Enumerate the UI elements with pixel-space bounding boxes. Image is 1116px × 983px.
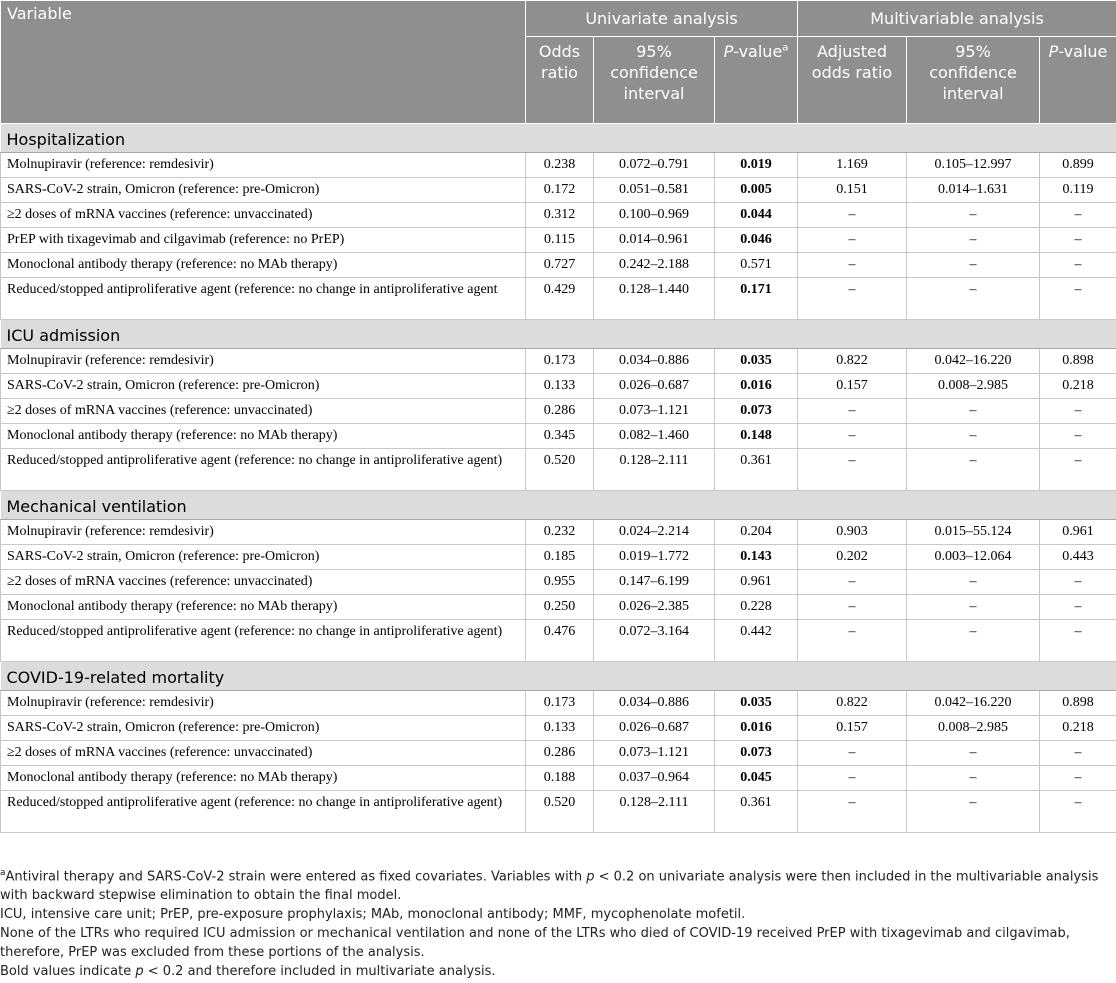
odds-ratio-cell: 0.520 bbox=[526, 449, 594, 491]
adjusted-odds-ratio-cell: – bbox=[798, 791, 907, 833]
ci-cell: 0.014–0.961 bbox=[594, 228, 715, 253]
adjusted-ci-cell: – bbox=[907, 253, 1040, 278]
adjusted-odds-ratio-cell: 0.202 bbox=[798, 545, 907, 570]
odds-ratio-cell: 0.429 bbox=[526, 278, 594, 320]
adjusted-odds-ratio-cell: – bbox=[798, 228, 907, 253]
adjusted-odds-ratio-cell: 0.903 bbox=[798, 520, 907, 545]
section-row bbox=[1, 320, 1116, 349]
section-title: Hospitalization bbox=[1, 124, 1116, 153]
table-row bbox=[1, 595, 1116, 620]
variable-cell: Reduced/stopped antiproliferative agent (reference: no change in antiproliferative agent bbox=[1, 278, 526, 320]
adjusted-ci-cell: – bbox=[907, 741, 1040, 766]
p-value-cell: 0.361 bbox=[715, 449, 798, 491]
adjusted-p-value-cell: – bbox=[1040, 278, 1116, 320]
odds-ratio-cell: 0.250 bbox=[526, 595, 594, 620]
variable-cell: SARS-CoV-2 strain, Omicron (reference: pre-Omicron) bbox=[1, 716, 526, 741]
adjusted-odds-ratio-cell: – bbox=[798, 424, 907, 449]
univariate-group-header: Univariate analysis bbox=[526, 1, 798, 37]
table-footnotes bbox=[0, 864, 1114, 981]
odds-ratio-cell: 0.286 bbox=[526, 741, 594, 766]
variable-cell: ≥2 doses of mRNA vaccines (reference: unvaccinated) bbox=[1, 741, 526, 766]
adjusted-p-value-cell: 0.218 bbox=[1040, 716, 1116, 741]
p-value-cell: 0.204 bbox=[715, 520, 798, 545]
adjusted-ci-cell: – bbox=[907, 399, 1040, 424]
ci-cell: 0.034–0.886 bbox=[594, 349, 715, 374]
adjusted-p-value-cell: – bbox=[1040, 449, 1116, 491]
adjusted-ci-cell: 0.015–55.124 bbox=[907, 520, 1040, 545]
table-body bbox=[1, 124, 1116, 833]
variable-cell: Molnupiravir (reference: remdesivir) bbox=[1, 349, 526, 374]
ci-cell: 0.073–1.121 bbox=[594, 741, 715, 766]
adjusted-ci-cell: – bbox=[907, 620, 1040, 662]
adjusted-odds-ratio-cell: – bbox=[798, 766, 907, 791]
adjusted-ci-cell: – bbox=[907, 449, 1040, 491]
adjusted-ci-cell: 0.008–2.985 bbox=[907, 374, 1040, 399]
adjusted-odds-ratio-cell: – bbox=[798, 741, 907, 766]
odds-ratio-cell: 0.173 bbox=[526, 349, 594, 374]
odds-ratio-cell: 0.185 bbox=[526, 545, 594, 570]
section-title: COVID-19-related mortality bbox=[1, 662, 1116, 691]
p-value-cell: 0.046 bbox=[715, 228, 798, 253]
p-value-cell: 0.143 bbox=[715, 545, 798, 570]
table-row bbox=[1, 153, 1116, 178]
adjusted-ci-cell: – bbox=[907, 595, 1040, 620]
ci-cell: 0.242–2.188 bbox=[594, 253, 715, 278]
table-row bbox=[1, 253, 1116, 278]
variable-cell: Monoclonal antibody therapy (reference: no MAb therapy) bbox=[1, 424, 526, 449]
adjusted-p-value-cell: – bbox=[1040, 766, 1116, 791]
adjusted-p-value-cell: 0.443 bbox=[1040, 545, 1116, 570]
p-value-cell: 0.171 bbox=[715, 278, 798, 320]
variable-cell: Reduced/stopped antiproliferative agent (reference: no change in antiproliferative agent) bbox=[1, 620, 526, 662]
adjusted-p-value-cell: – bbox=[1040, 253, 1116, 278]
footnote-bold: Bold values indicate p < 0.2 and therefore included in multivariate analysis. bbox=[0, 964, 496, 980]
adjusted-ci-cell: – bbox=[907, 424, 1040, 449]
table-row bbox=[1, 349, 1116, 374]
p-value-cell: 0.148 bbox=[715, 424, 798, 449]
adjusted-ci-cell: – bbox=[907, 791, 1040, 833]
ci-cell: 0.024–2.214 bbox=[594, 520, 715, 545]
adjusted-ci-cell: 0.003–12.064 bbox=[907, 545, 1040, 570]
variable-cell: SARS-CoV-2 strain, Omicron (reference: pre-Omicron) bbox=[1, 545, 526, 570]
p-value-cell: 0.035 bbox=[715, 691, 798, 716]
ci-cell: 0.026–2.385 bbox=[594, 595, 715, 620]
variable-cell: ≥2 doses of mRNA vaccines (reference: unvaccinated) bbox=[1, 399, 526, 424]
odds-ratio-cell: 0.520 bbox=[526, 791, 594, 833]
p-value-header: P-value$^a$ bbox=[715, 37, 798, 124]
ci-cell: 0.082–1.460 bbox=[594, 424, 715, 449]
adjusted-ci-cell: – bbox=[907, 278, 1040, 320]
table-row bbox=[1, 741, 1116, 766]
table-row bbox=[1, 791, 1116, 833]
p-value-cell: 0.571 bbox=[715, 253, 798, 278]
table-row bbox=[1, 228, 1116, 253]
p-value-cell: 0.361 bbox=[715, 791, 798, 833]
ci-cell: 0.128–2.111 bbox=[594, 449, 715, 491]
odds-ratio-cell: 0.115 bbox=[526, 228, 594, 253]
odds-ratio-cell: 0.232 bbox=[526, 520, 594, 545]
adjusted-p-value-cell: – bbox=[1040, 203, 1116, 228]
odds-ratio-cell: 0.133 bbox=[526, 716, 594, 741]
p-value-cell: 0.016 bbox=[715, 716, 798, 741]
adjusted-p-value-cell: – bbox=[1040, 570, 1116, 595]
variable-cell: SARS-CoV-2 strain, Omicron (reference: pre-Omicron) bbox=[1, 374, 526, 399]
ci-cell: 0.034–0.886 bbox=[594, 691, 715, 716]
variable-cell: Monoclonal antibody therapy (reference: no MAb therapy) bbox=[1, 595, 526, 620]
p-value-cell: 0.016 bbox=[715, 374, 798, 399]
ci-cell: 0.072–0.791 bbox=[594, 153, 715, 178]
table-row bbox=[1, 766, 1116, 791]
table-row bbox=[1, 545, 1116, 570]
adjusted-odds-ratio-cell: – bbox=[798, 570, 907, 595]
variable-cell: Monoclonal antibody therapy (reference: no MAb therapy) bbox=[1, 253, 526, 278]
adjusted-odds-ratio-cell: – bbox=[798, 399, 907, 424]
adjusted-p-value-cell: – bbox=[1040, 620, 1116, 662]
ci-cell: 0.128–1.440 bbox=[594, 278, 715, 320]
section-row bbox=[1, 491, 1116, 520]
variable-column-header: Variable bbox=[1, 1, 526, 124]
adjusted-odds-ratio-header: Adjusted odds ratio bbox=[798, 37, 907, 124]
p-value-cell: 0.035 bbox=[715, 349, 798, 374]
table-row bbox=[1, 178, 1116, 203]
variable-cell: Molnupiravir (reference: remdesivir) bbox=[1, 153, 526, 178]
adjusted-p-value-cell: 0.961 bbox=[1040, 520, 1116, 545]
table-row bbox=[1, 620, 1116, 662]
p-value-cell: 0.019 bbox=[715, 153, 798, 178]
adjusted-odds-ratio-cell: 0.822 bbox=[798, 691, 907, 716]
p-value-cell: 0.961 bbox=[715, 570, 798, 595]
table-row bbox=[1, 570, 1116, 595]
adjusted-odds-ratio-cell: – bbox=[798, 620, 907, 662]
adjusted-ci-cell: 0.008–2.985 bbox=[907, 716, 1040, 741]
ci-cell: 0.147–6.199 bbox=[594, 570, 715, 595]
ci-cell: 0.019–1.772 bbox=[594, 545, 715, 570]
adjusted-odds-ratio-cell: – bbox=[798, 203, 907, 228]
adjusted-p-value-cell: – bbox=[1040, 424, 1116, 449]
odds-ratio-cell: 0.727 bbox=[526, 253, 594, 278]
p-value-cell: 0.073 bbox=[715, 399, 798, 424]
variable-cell: PrEP with tixagevimab and cilgavimab (reference: no PrEP) bbox=[1, 228, 526, 253]
adjusted-p-value-cell: 0.899 bbox=[1040, 153, 1116, 178]
odds-ratio-cell: 0.172 bbox=[526, 178, 594, 203]
section-row bbox=[1, 124, 1116, 153]
ci-cell: 0.051–0.581 bbox=[594, 178, 715, 203]
adjusted-ci-cell: – bbox=[907, 766, 1040, 791]
adjusted-odds-ratio-cell: 0.157 bbox=[798, 716, 907, 741]
ci-cell: 0.128–2.111 bbox=[594, 791, 715, 833]
adjusted-odds-ratio-cell: – bbox=[798, 449, 907, 491]
table-header bbox=[1, 1, 1116, 124]
table-row bbox=[1, 520, 1116, 545]
odds-ratio-cell: 0.286 bbox=[526, 399, 594, 424]
variable-cell: ≥2 doses of mRNA vaccines (reference: unvaccinated) bbox=[1, 203, 526, 228]
multivariable-group-header: Multivariable analysis bbox=[798, 1, 1116, 37]
adjusted-p-value-cell: 0.119 bbox=[1040, 178, 1116, 203]
adjusted-p-value-cell: – bbox=[1040, 741, 1116, 766]
adjusted-odds-ratio-cell: – bbox=[798, 278, 907, 320]
adjusted-p-value-cell: – bbox=[1040, 595, 1116, 620]
adjusted-odds-ratio-cell: 1.169 bbox=[798, 153, 907, 178]
adjusted-odds-ratio-cell: 0.151 bbox=[798, 178, 907, 203]
odds-ratio-cell: 0.188 bbox=[526, 766, 594, 791]
section-row bbox=[1, 662, 1116, 691]
odds-ratio-header: Odds ratio bbox=[526, 37, 594, 124]
odds-ratio-cell: 0.238 bbox=[526, 153, 594, 178]
p-value-cell: 0.228 bbox=[715, 595, 798, 620]
adjusted-ci-cell: – bbox=[907, 203, 1040, 228]
table-row bbox=[1, 399, 1116, 424]
ci-cell: 0.072–3.164 bbox=[594, 620, 715, 662]
table-row bbox=[1, 424, 1116, 449]
odds-ratio-cell: 0.955 bbox=[526, 570, 594, 595]
footnote-prep: None of the LTRs who required ICU admission or mechanical ventilation and none of the LTRs who died of COVID-19 received PrEP with tixagevimab and cilgavimab, therefore, PrEP was excluded from these portions of the analysis. bbox=[0, 926, 1070, 961]
adjusted-odds-ratio-cell: – bbox=[798, 595, 907, 620]
footnote-abbreviations: ICU, intensive care unit; PrEP, pre-exposure prophylaxis; MAb, monoclonal antibody; MMF, mycophenolate mofetil. bbox=[0, 907, 746, 923]
variable-cell: Molnupiravir (reference: remdesivir) bbox=[1, 691, 526, 716]
table-row bbox=[1, 691, 1116, 716]
odds-ratio-cell: 0.133 bbox=[526, 374, 594, 399]
variable-cell: Molnupiravir (reference: remdesivir) bbox=[1, 520, 526, 545]
adjusted-p-value-cell: – bbox=[1040, 791, 1116, 833]
p-value-cell: 0.442 bbox=[715, 620, 798, 662]
adjusted-p-value-cell: – bbox=[1040, 399, 1116, 424]
ci-cell: 0.100–0.969 bbox=[594, 203, 715, 228]
ci-cell: 0.037–0.964 bbox=[594, 766, 715, 791]
table-row bbox=[1, 449, 1116, 491]
ci-cell: 0.073–1.121 bbox=[594, 399, 715, 424]
adjusted-p-value-cell: 0.218 bbox=[1040, 374, 1116, 399]
variable-cell: ≥2 doses of mRNA vaccines (reference: unvaccinated) bbox=[1, 570, 526, 595]
multivariable-p-value-header: P-value bbox=[1040, 37, 1116, 124]
multivariable-ci-header: 95% confidence interval bbox=[907, 37, 1040, 124]
odds-ratio-cell: 0.173 bbox=[526, 691, 594, 716]
table-row bbox=[1, 716, 1116, 741]
odds-ratio-cell: 0.345 bbox=[526, 424, 594, 449]
adjusted-p-value-cell: 0.898 bbox=[1040, 349, 1116, 374]
adjusted-ci-cell: 0.105–12.997 bbox=[907, 153, 1040, 178]
table-row bbox=[1, 374, 1116, 399]
p-value-cell: 0.073 bbox=[715, 741, 798, 766]
ci-cell: 0.026–0.687 bbox=[594, 374, 715, 399]
ci-cell: 0.026–0.687 bbox=[594, 716, 715, 741]
adjusted-p-value-cell: – bbox=[1040, 228, 1116, 253]
variable-cell: Reduced/stopped antiproliferative agent (reference: no change in antiproliferative agent) bbox=[1, 791, 526, 833]
adjusted-ci-cell: – bbox=[907, 570, 1040, 595]
adjusted-ci-cell: 0.014–1.631 bbox=[907, 178, 1040, 203]
ci-header: 95% confidence interval bbox=[594, 37, 715, 124]
adjusted-ci-cell: 0.042–16.220 bbox=[907, 691, 1040, 716]
footnote-a: $^a$Antiviral therapy and SARS-CoV-2 strain were entered as fixed covariates. Variables with p < 0.2 on univariate analysis were then included in the multivariable analysis with backward stepwise elimination to obtain the final model. bbox=[0, 868, 1099, 904]
p-value-cell: 0.044 bbox=[715, 203, 798, 228]
variable-cell: Monoclonal antibody therapy (reference: no MAb therapy) bbox=[1, 766, 526, 791]
adjusted-odds-ratio-cell: 0.157 bbox=[798, 374, 907, 399]
section-title: Mechanical ventilation bbox=[1, 491, 1116, 520]
table-row bbox=[1, 203, 1116, 228]
table-row bbox=[1, 278, 1116, 320]
variable-cell: SARS-CoV-2 strain, Omicron (reference: pre-Omicron) bbox=[1, 178, 526, 203]
adjusted-ci-cell: 0.042–16.220 bbox=[907, 349, 1040, 374]
adjusted-odds-ratio-cell: 0.822 bbox=[798, 349, 907, 374]
adjusted-p-value-cell: 0.898 bbox=[1040, 691, 1116, 716]
p-value-cell: 0.005 bbox=[715, 178, 798, 203]
variable-cell: Reduced/stopped antiproliferative agent (reference: no change in antiproliferative agent) bbox=[1, 449, 526, 491]
odds-ratio-cell: 0.312 bbox=[526, 203, 594, 228]
adjusted-ci-cell: – bbox=[907, 228, 1040, 253]
adjusted-odds-ratio-cell: – bbox=[798, 253, 907, 278]
odds-ratio-cell: 0.476 bbox=[526, 620, 594, 662]
p-value-cell: 0.045 bbox=[715, 766, 798, 791]
section-title: ICU admission bbox=[1, 320, 1116, 349]
